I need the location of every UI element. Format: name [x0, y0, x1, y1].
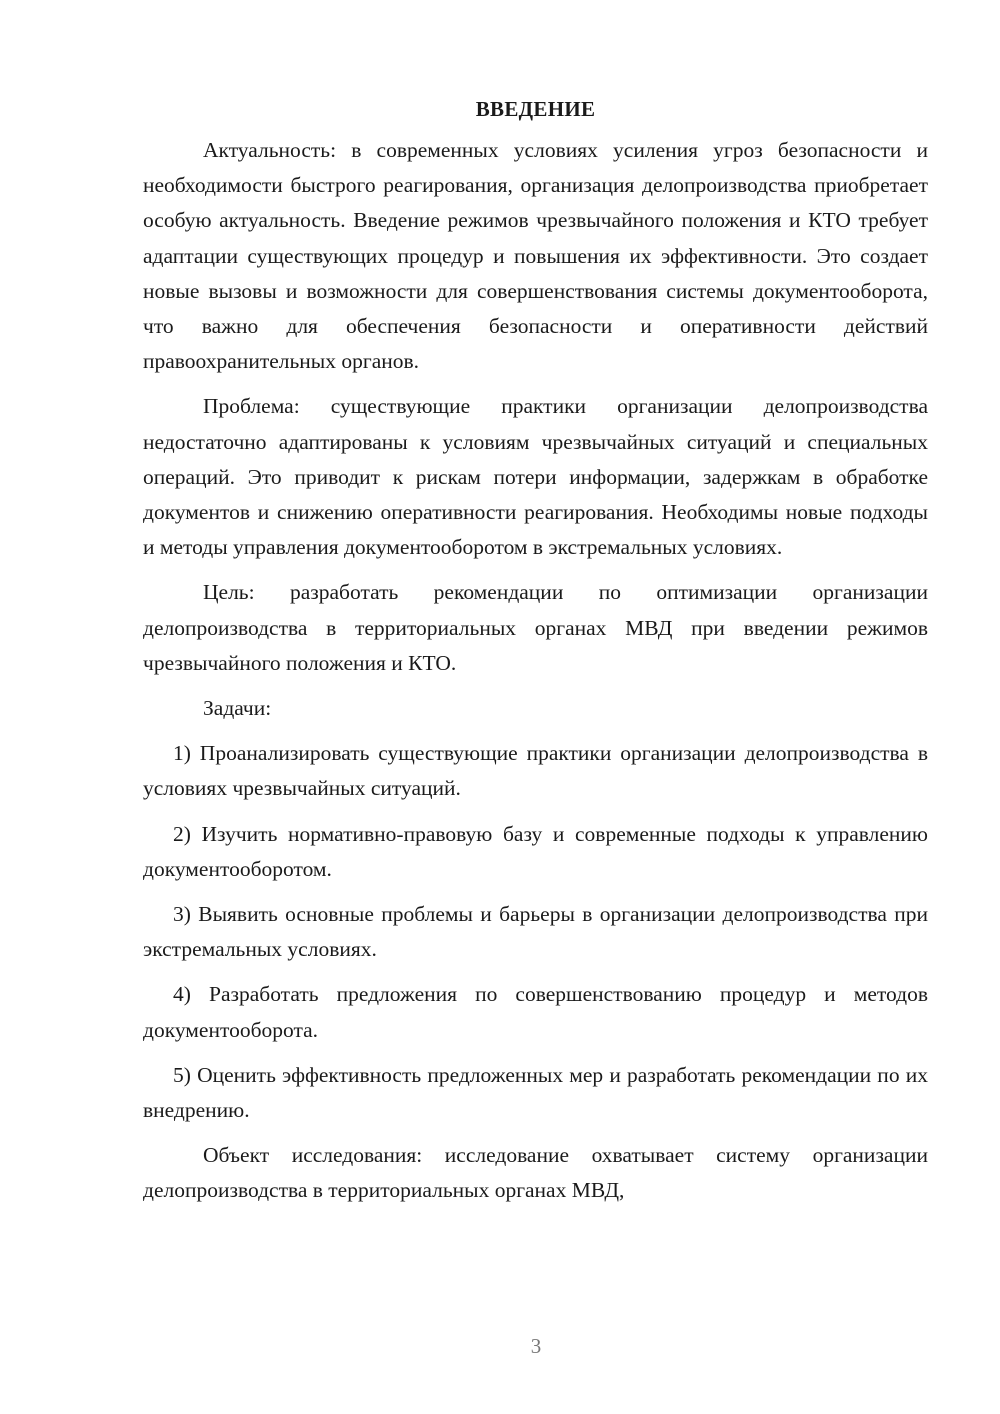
tasks-label: Задачи:	[203, 696, 272, 721]
task-item-5: 5) Оценить эффективность предложенных мер и разработать рекомендации по их внедрению.	[143, 1062, 928, 1123]
document-page	[143, 92, 928, 1219]
task-item-1: 1) Проанализировать существующие практики организации делопроизводства в условиях чрезвычайных ситуаций.	[143, 741, 928, 801]
problem-paragraph: Проблема: существующие практики организации делопроизводства недостаточно адаптированы к условиям чрезвычайных ситуаций и специальных операций. Это приводит к рискам потери информации, задержкам в обработке документов и снижению оперативности реагирования. Необходимы новые подходы и методы управления документооборотом в экстремальных условиях.	[143, 394, 928, 560]
goal-paragraph: Цель: разработать рекомендации по оптимизации организации делопроизводства в территориальных органах МВД при введении режимов чрезвычайного положения и КТО.	[143, 580, 928, 675]
relevance-paragraph: Актуальность: в современных условиях усиления угроз безопасности и необходимости быстрого реагирования, организация делопроизводства приобретает особую актуальность. Введение режимов чрезвычайного положения и КТО требует адаптации существующих процедур и повышения их эффективности. Это создает новые вызовы и возможности для совершенствования системы документооборота, что важно для обеспечения безопасности и оперативности действий правоохранительных органов.	[143, 138, 928, 374]
section-heading: ВВЕДЕНИЕ	[475, 97, 596, 121]
task-item-3: 3) Выявить основные проблемы и барьеры в организации делопроизводства при экстремальных условиях.	[143, 902, 928, 962]
page-number: 3	[530, 1334, 542, 1358]
task-item-2: 2) Изучить нормативно-правовую базу и современные подходы к управлению документооборотом.	[143, 821, 928, 881]
task-item-4: 4) Разработать предложения по совершенствованию процедур и методов документооборота.	[143, 982, 928, 1042]
object-paragraph: Объект исследования: исследование охватывает систему организации делопроизводства в территориальных органах МВД,	[143, 1143, 928, 1203]
